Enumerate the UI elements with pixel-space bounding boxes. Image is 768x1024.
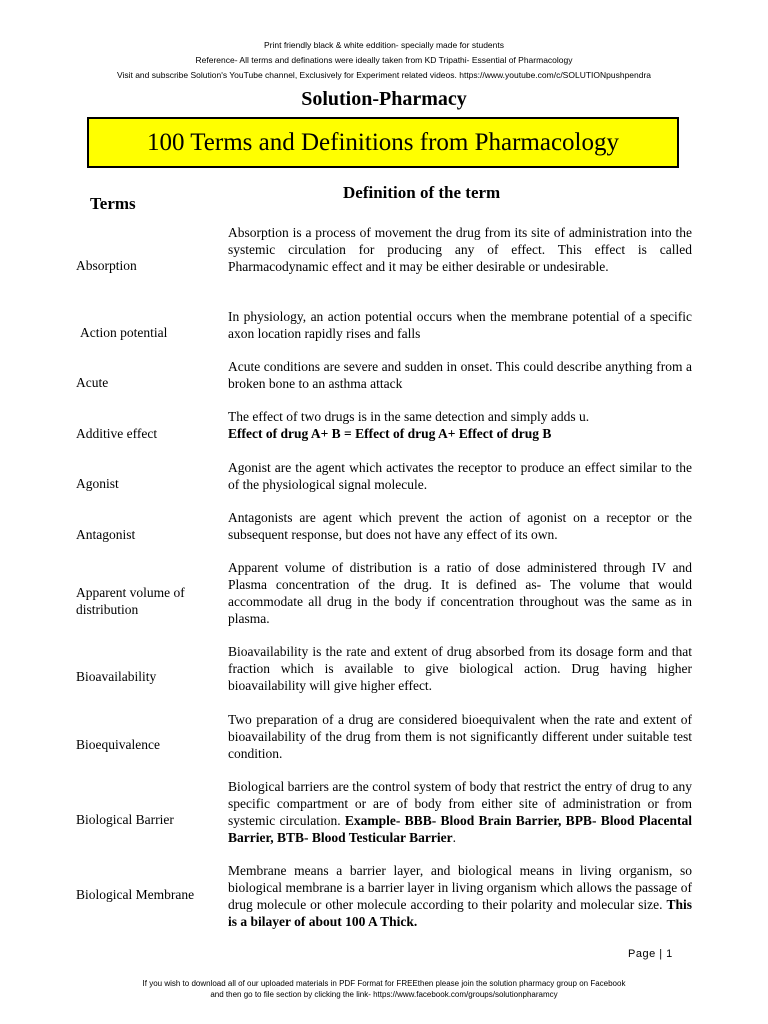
terms-column-header: Terms (90, 194, 136, 213)
definition-bioequivalence: Two preparation of a drug are considered bioequivalent when the rate and extent of bioavailability of the drug from them is not significantly different under suitable test condition. (228, 712, 692, 761)
definition-biological-membrane (228, 862, 692, 930)
definition-agonist: Agonist are the agent which activates the receptor to produce an effect similar to the of the physiological signal molecule. (228, 460, 692, 492)
header-line-print: Print friendly black & white eddition- specially made for students (263, 40, 504, 50)
document-title: 100 Terms and Definitions from Pharmacology (146, 128, 619, 156)
term-biological-barrier: Biological Barrier (76, 812, 174, 827)
definition-biological-barrier (228, 778, 692, 846)
term-bioequivalence: Bioequivalence (76, 737, 160, 752)
footer-line-facebook: If you wish to download all of our uploaded materials in PDF Format for FREEthen please join the solution pharmacy group on Facebook (142, 979, 626, 988)
definition-antagonist: Antagonists are agent which prevent the action of agonist on a receptor or the subsequent response, but does not have any effect of its own. (228, 510, 692, 542)
definition-text: The effect of two drugs is in the same detection and simply adds u. (228, 409, 590, 424)
term-action-potential: Action potential (80, 325, 168, 340)
term-acute: Acute (76, 375, 109, 390)
definition-additive-effect (228, 408, 692, 442)
definition-action-potential: In physiology, an action potential occurs when the membrane potential of a specific axon location rapidly rises and falls (228, 309, 692, 341)
definition-tail: . (452, 830, 456, 845)
definition-apparent-volume-of-distribution: Apparent volume of distribution is a ratio of dose administered through IV and Plasma concentration of the drug. It is defined as- The volume that would accommodate all drug in the body if concentration throughout was the same as in plasma. (228, 560, 692, 626)
header-line-youtube[interactable]: Visit and subscribe Solution's YouTube channel, Exclusively for Experiment related videos. https://www.youtube.com/c/SOLUTIONpushpendra (116, 70, 652, 80)
term-absorption: Absorption (76, 258, 137, 273)
site-title: Solution-Pharmacy (301, 88, 467, 110)
definition-bioavailability: Bioavailability is the rate and extent of drug absorbed from its dosage form and that fraction which is available to give biological action. Drug having higher bioavailability will give higher effect. (228, 644, 692, 693)
header-line-reference: Reference- All terms and definations were ideally taken from KD Tripathi- Essential of Pharmacology (195, 55, 573, 65)
definition-note: This is a bilayer of about 100 A Thick. (228, 897, 693, 929)
term-biological-membrane: Biological Membrane (76, 887, 195, 902)
document-title-box (87, 117, 679, 168)
term-apparent-volume-of-distribution: Apparent volume of distribution (76, 585, 185, 617)
definition-text: Membrane means a barrier layer, and biological means in living organism, so biological membrane is a barrier layer in living organism which allows the passage of drug molecule or other molecule according to their polarity and molecular size. (228, 863, 692, 912)
term-antagonist: Antagonist (76, 527, 136, 542)
definition-example: Example- BBB- Blood Brain Barrier, BPB- Blood Placental Barrier, BTB- Blood Testicular Barrier (228, 813, 692, 845)
definition-acute: Acute conditions are severe and sudden in onset. This could describe anything from a broken bone to an asthma attack (228, 359, 692, 391)
footer-line-link[interactable]: and then go to file section by clicking the link- https://www.facebook.com/groups/solutionpharamcy (210, 990, 558, 999)
term-additive-effect: Additive effect (76, 426, 158, 441)
page-number: Page | 1 (628, 948, 673, 960)
definition-formula: Effect of drug A+ B = Effect of drug A+ Effect of drug B (228, 426, 552, 441)
definition-text: Biological barriers are the control system of body that restrict the entry of drug to any specific compartment or are of body from either site of administration or from systemic circulation. (228, 779, 692, 828)
term-bioavailability: Bioavailability (76, 669, 157, 684)
definition-absorption: Absorption is a process of movement the drug from its site of administration into the systemic circulation for producing any of effect. This effect is called Pharmacodynamic effect and it may be either desirable or undesirable. (228, 225, 692, 274)
definition-column-header: Definition of the term (343, 183, 501, 202)
term-agonist: Agonist (76, 476, 119, 491)
